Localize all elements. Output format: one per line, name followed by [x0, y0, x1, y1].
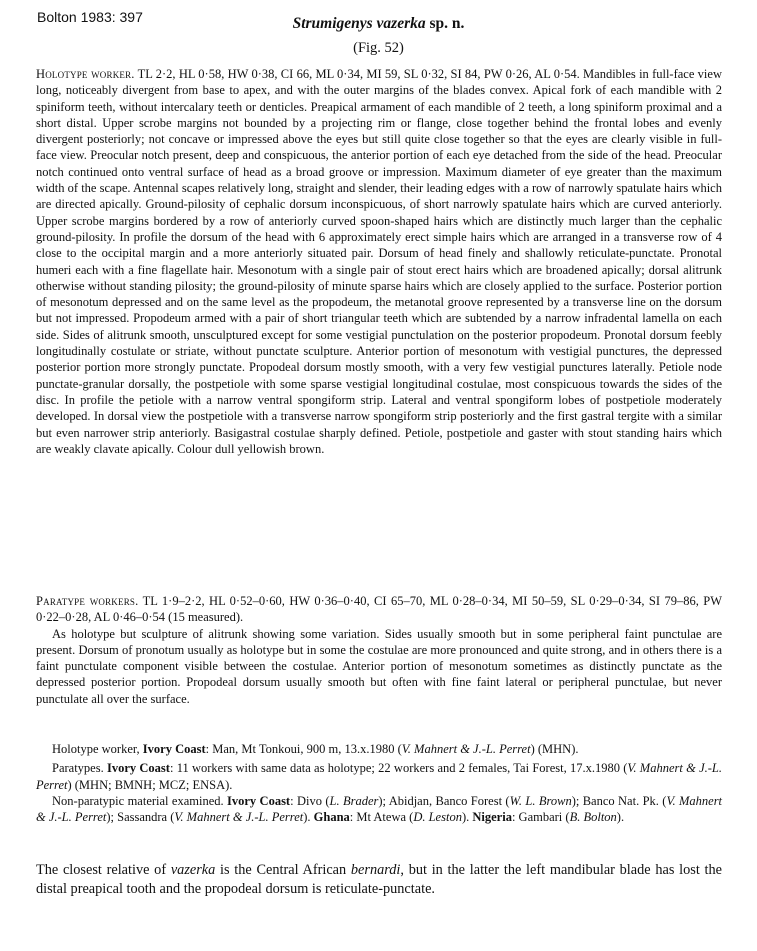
holotype-description — [36, 66, 722, 457]
species-name: Strumigenys vazerka — [292, 15, 426, 32]
collector: B. Bolton — [569, 810, 617, 825]
collector: L. Brader — [329, 793, 379, 808]
species-epithet: vazerka — [170, 862, 216, 878]
collector: V. Mahnert & J.-L. Perret — [401, 742, 531, 756]
paratype-measurements: TL 1·9–2·2, HL 0·52–0·60, HW 0·36–0·40, CI 65–70, ML 0·28–0·34, MI 50–59, SL 0·29–0·34, SI 79–86, PW 0·22–0·28, AL 0·46–0·54 (15 measured). — [36, 594, 723, 625]
country: Ivory Coast — [142, 742, 206, 756]
holotype-label: Holotype worker. — [36, 67, 135, 81]
holotype-text: TL 2·2, HL 0·58, HW 0·38, CI 66, ML 0·34, MI 59, SL 0·32, SI 84, PW 0·26, AL 0·54. Mandibles in full-face view long, noticeably divergent from base to apex, and with the outer margins of the blades convex. Apical fork of each mandible with 2 spiniform teeth, without intercalary teeth or denticles. Preapical armament of each mandible of 2 teeth, a long spiniform proximal and a short distal. Upper scrobe margins not bounded by a projecting rim or flange, close together behind the frontal lobes and evenly divergent posteriorly; not concave or impressed above the eyes but still quite close together so that the eyes are clearly visible in full-face view. Preocular notch present, deep and conspicuous, the anterior portion of each eye detached from the side of the head. Preocular notch continued onto ventral surface of head as a broad groove or impression. Maximum diameter of eye greater than the maximum width of the scape. Antennal scapes relatively long, straight and slender, their leading edges with a row of narrowly spatulate hairs which are directed apically. Ground-pilosity of cephalic dorsum inconspicuous, of short narrowly spatulate hairs which are curved anteriorly. Upper scrobe margins bordered by a row of anteriorly curved spoon-shaped hairs which are distinctly much larger than the cephalic ground-pilosity. In profile the dorsum of the head with 6 approximately erect simple hairs which are arranged in a transverse row of 4 close to the occipital margin and a more anteriorly situated pair. Dorsum of head finely and shallowly reticulate-punctate. Pronotal humeri each with a fine flagellate hair. Mesonotum with a single pair of stout erect hairs which are broadened apically; dorsal alitrunk otherwise without standing pilosity; the ground-pilosity of minute sparse hairs which are closely applied to the surface. Posterior portion of mesonotum depressed and on the same level as the propodeum, the metanotal groove represented by a transverse line on the dorsum but not impressed. Propodeum armed with a pair of short triangular teeth which are subtended by a narrow infradental lamella on each side. Sides of alitrunk smooth, unsculptured except for some vestigial punctulation on the posterior propodeum. Pronotal dorsum feebly longitudinally costulate or striate, without punctate sculpture. Anterior portion of mesonotum with vestigial punctures, the depressed posterior portion more strongly punctate. Propodeal dorsum mostly smooth, with a very few vestigial punctures laterally. Petiole node punctate-granular dorsally, the postpetiole with some sparse vestigial longitudinal costulae, most conspicuous towards the sides of the disc. In profile the petiole with a narrow ventral spongiform strip. Lateral and ventral spongiform lobes of postpetiole moderately developed. In dorsal view the postpetiole with a transverse narrow spongiform strip posteriorly and the first gastral tergite with a similar but even narrower strip anteriorly. Basigastral costulae sharply defined. Petiole, postpetiole and gaster with stout standing hairs which are weakly clavate apically. Colour dull yellowish brown. — [36, 67, 722, 456]
comparison-note: The closest relative of vazerka is the Central African bernardi, but in the latter the left mandibular blade has lost the distal preapical tooth and the propodeal dorsum is reticulate-punctate. — [36, 862, 722, 897]
figure-reference: (Fig. 52) — [353, 40, 404, 56]
nonparatypic-material: Non-paratypic material examined. Ivory Coast: Divo (L. Brader); Abidjan, Banco Forest (W. L. Brown); Banco Nat. Pk. (V. Mahnert & J.-L. Perret); Sassandra (V. Mahnert & J.-L. Perret). Ghana: Mt Atewa (D. Leston). Nigeria: Gambari (B. Bolton). — [36, 793, 723, 825]
collector: V. Mahnert & J.-L. Perret — [36, 793, 723, 825]
holotype-material: Holotype worker, Ivory Coast: Man, Mt Tonkoui, 900 m, 13.x.1980 (V. Mahnert & J.-L. Perret) (MHN). — [52, 742, 579, 756]
country: Nigeria — [472, 810, 512, 825]
collector: V. Mahnert & J.-L. Perret — [36, 761, 722, 792]
species-epithet: bernardi — [350, 862, 401, 878]
paratype-description — [36, 593, 722, 707]
species-title — [0, 15, 757, 33]
citation-header: Bolton 1983: 397 — [37, 9, 143, 25]
species-suffix: sp. n. — [425, 15, 465, 32]
collector: D. Leston — [413, 810, 462, 825]
paratype-material: Paratypes. Ivory Coast: 11 workers with same data as holotype; 22 workers and 2 females, Tai Forest, 17.x.1980 (V. Mahnert & J.-L. Perret) (MHN; BMNH; MCZ; ENSA). — [36, 761, 722, 792]
paratype-label: Paratype workers. — [36, 594, 139, 608]
paratype-variation: As holotype but sculpture of alitrunk showing some variation. Sides usually smooth but in some peripheral faint punctulae are present. Dorsum of pronotum usually as holotype but in some the costulae are more pronounced and quite strong, and in others there is a faint punctulate component visible between the costulae. Anterior portion of mesonotum sometimes as distinctly punctate as the depressed posterior portion. Propodeal dorsum usually smooth but often with fine faint lateral or peripheral punctulae, but never punctulate all over the surface. — [36, 626, 722, 706]
collector: V. Mahnert & J.-L. Perret — [174, 810, 304, 825]
country: Ivory Coast — [227, 793, 291, 808]
material-examined — [36, 741, 722, 825]
collector: W. L. Brown — [509, 793, 572, 808]
country: Ivory Coast — [106, 761, 170, 776]
country: Ghana — [313, 810, 350, 825]
